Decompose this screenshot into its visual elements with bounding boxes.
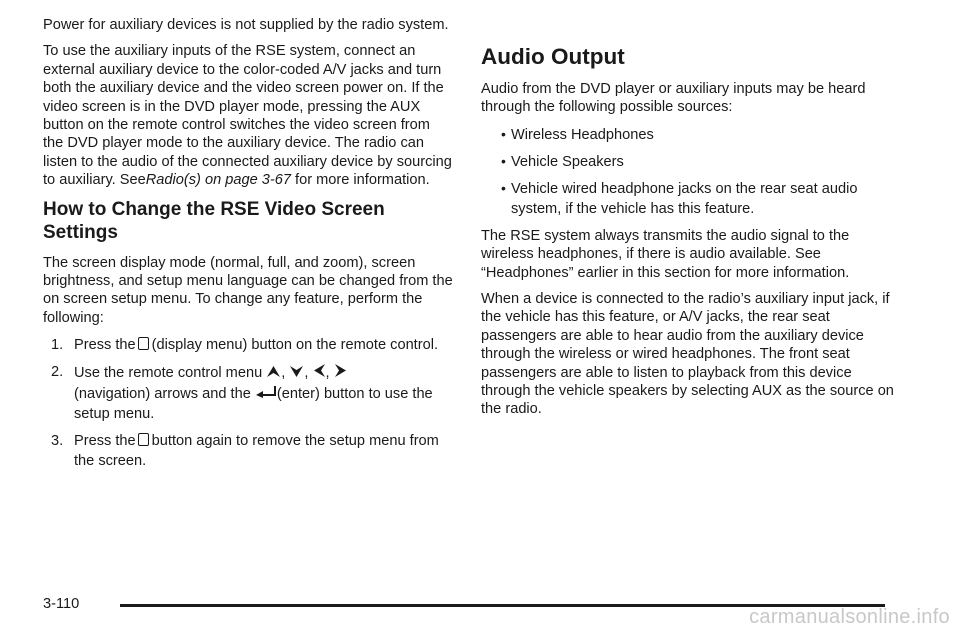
radio-page-reference[interactable]: Radio(s) on page 3-67: [145, 172, 291, 189]
aux-inputs-text: To use the auxiliary inputs of the RSE system, connect an external auxiliary device to the color-coded A/V jacks and turn both the auxiliary device and the video screen power on. If the video screen is in the DVD player mode, pressing the AUX button on the remote control switches the video screen from the DVD player mode to the auxiliary device. The radio can listen to the audio of the connected auxiliary device by sourcing to auxiliary. See: [43, 43, 452, 189]
steps-list: [43, 335, 453, 471]
paragraph-aux-power: Power for auxiliary devices is not supplied by the radio system.: [43, 17, 449, 33]
step-number: 1.: [51, 337, 64, 354]
enter-icon: [256, 383, 276, 403]
step-item: 2. Use the remote control menu , , , (navigation) arrows and the (enter) button to use the setup menu.: [51, 364, 433, 423]
list-item: • Wireless Headphones: [501, 125, 654, 143]
paragraph-aux-playback: When a device is connected to the radio’s auxiliary input jack, if the vehicle has this feature, or A/V jacks, the rear seat passengers are able to hear audio from the auxiliary device through the wireless or wired headphones. The front seat passengers are able to listen to playback from this device through the vehicle speakers by selecting AUX as the source on the radio.: [481, 291, 894, 418]
step-number: 3.: [51, 433, 64, 450]
list-item: • Vehicle Speakers: [501, 152, 624, 170]
paragraph-settings-intro: The screen display mode (normal, full, and zoom), screen brightness, and setup menu language can be changed from the on screen setup menu. To change any feature, perform the following:: [43, 254, 453, 326]
paragraph-audio-sources: Audio from the DVD player or auxiliary inputs may be heard through the following possible sources:: [481, 81, 866, 116]
bullet-icon: •: [501, 179, 506, 196]
paragraph-wireless-transmit: The RSE system always transmits the audio signal to the wireless headphones, if there is audio available. See “Headphones” earlier in this section for more information.: [481, 227, 850, 281]
list-item: • Vehicle wired headphone jacks on the rear seat audio system, if the vehicle has this feature.: [501, 179, 858, 217]
left-column: [43, 16, 453, 478]
watermark-logo: carmanualsonline.info: [749, 606, 950, 628]
paragraph-aux-inputs: [43, 42, 453, 189]
section-heading-audio-output: Audio Output: [481, 44, 625, 69]
aux-inputs-end: for more information.: [290, 172, 430, 189]
step-item: 1. Press the (display menu) button on the remote control.: [51, 337, 439, 354]
arrow-right-icon: [335, 362, 346, 382]
arrow-up-icon: [267, 362, 280, 382]
arrow-left-icon: [314, 362, 325, 382]
audio-sources-list: [481, 125, 901, 219]
bullet-icon: •: [501, 152, 506, 169]
section-heading-video-settings: How to Change the RSE Video Screen Settings: [43, 198, 385, 243]
right-column: [481, 16, 901, 427]
bullet-icon: •: [501, 125, 506, 142]
page-number: 3-110: [43, 596, 80, 612]
display-menu-icon: [138, 433, 149, 446]
step-number: 2.: [51, 364, 64, 381]
arrow-down-icon: [290, 362, 303, 382]
step-item: 3. Press the button again to remove the setup menu from the screen.: [51, 433, 439, 470]
display-menu-icon: [138, 337, 149, 350]
